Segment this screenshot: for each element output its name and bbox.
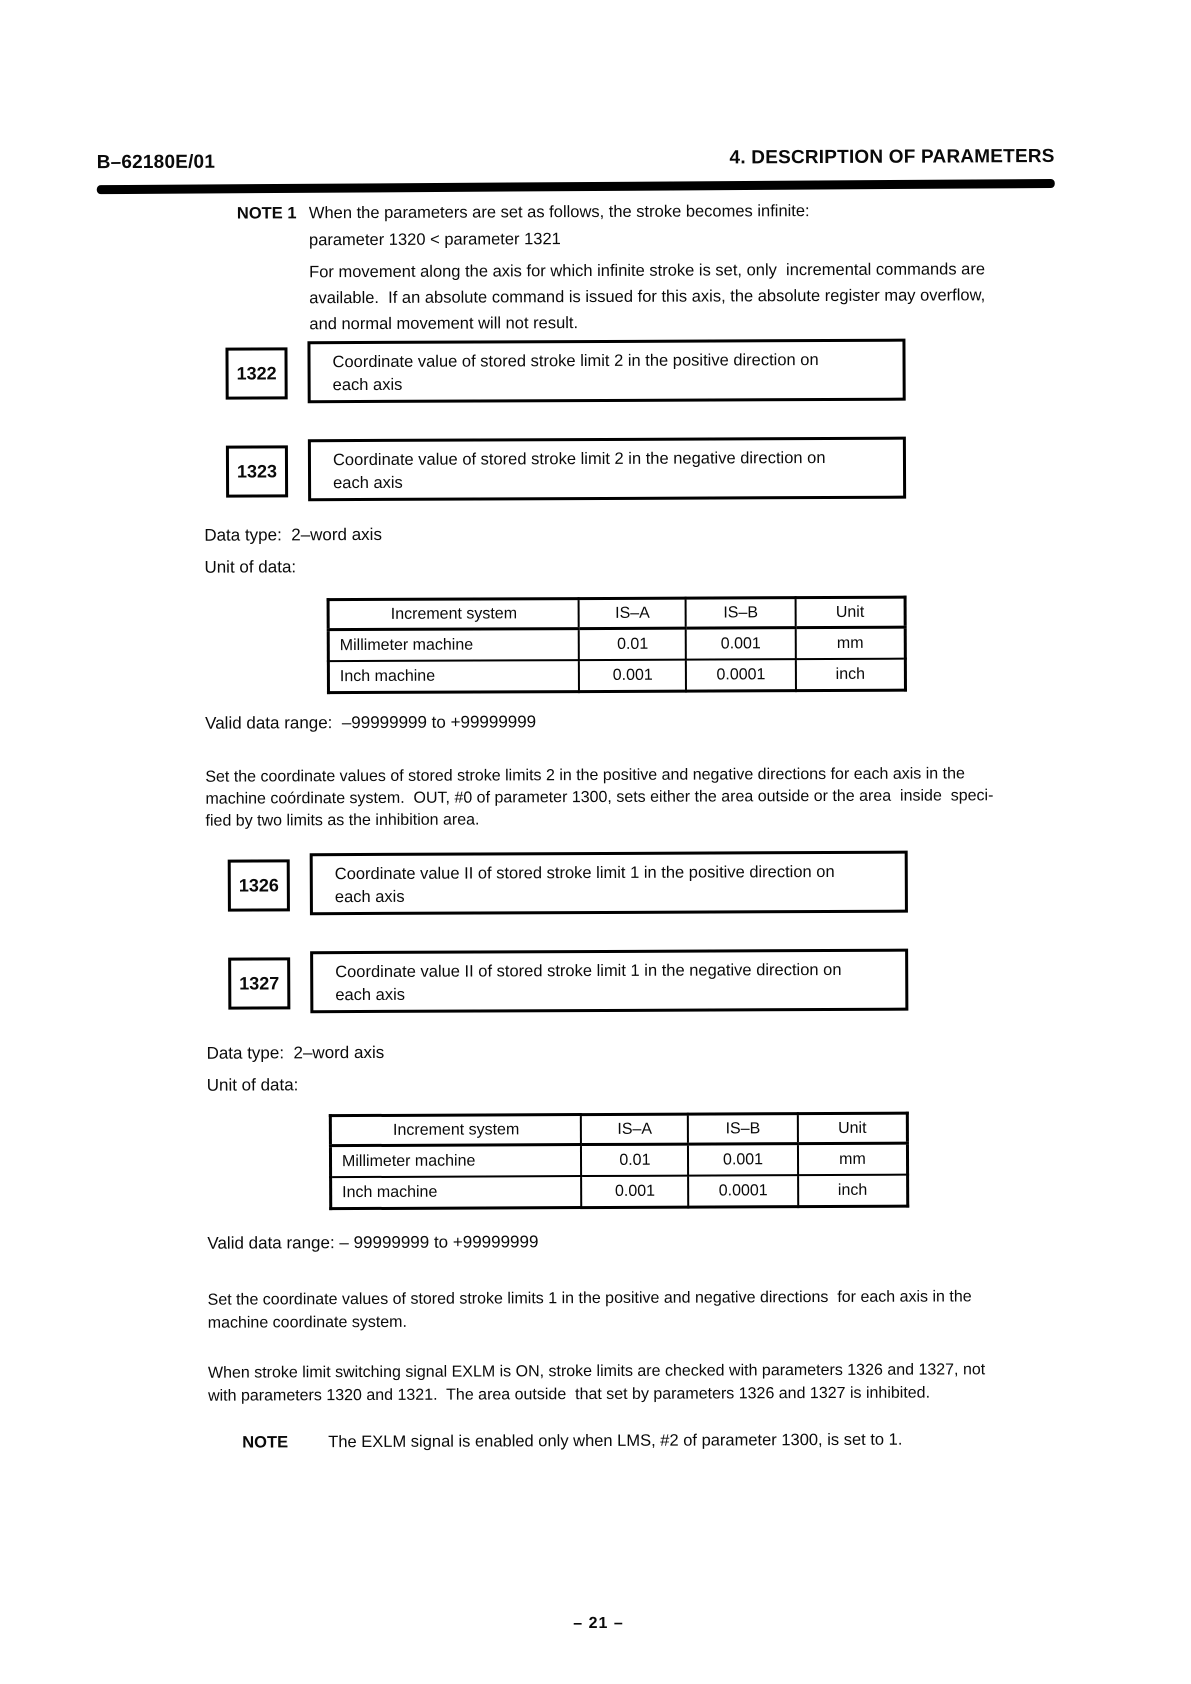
col-header-unit: Unit <box>795 597 905 627</box>
col-header-is-a: IS–A <box>581 1114 688 1144</box>
col-header-is-a: IS–A <box>579 598 686 628</box>
col-header-unit: Unit <box>798 1113 908 1143</box>
col-header-increment-system: Increment system <box>328 599 579 630</box>
param-desc-line: Coordinate value of stored stroke limit 2 in the negative direction on <box>332 448 826 470</box>
cell-is-a-value: 0.001 <box>582 1176 689 1208</box>
table-row <box>328 659 905 693</box>
doc-id: B–62180E/01 <box>96 151 216 174</box>
param-desc-1322 <box>307 339 905 404</box>
note1-line1: When the parameters are set as follows, the stroke becomes infinite: <box>308 202 810 223</box>
unit-of-data-label-1: Unit of data: <box>204 557 297 577</box>
valid-data-range-2: Valid data range: – 99999999 to +99999999 <box>207 1232 539 1253</box>
param-desc-1323 <box>308 437 906 502</box>
unit-of-data-label-2: Unit of data: <box>206 1075 299 1095</box>
table-row <box>328 627 905 661</box>
cell-unit-value: mm <box>796 627 906 659</box>
param-desc-1326 <box>310 851 908 916</box>
unit-table-2 <box>329 1112 909 1211</box>
header-rule <box>97 179 1055 194</box>
note1-para-line: For movement along the axis for which infinite stroke is set, only incremental commands are <box>309 260 986 282</box>
param-number-1326: 1326 <box>228 859 290 911</box>
param-desc-line: each axis <box>333 473 403 493</box>
note1-paragraph <box>309 256 985 337</box>
param-number-1323: 1323 <box>226 445 288 497</box>
data-type-label-1: Data type: 2–word axis <box>204 524 382 545</box>
cell-machine-type: Inch machine <box>331 1176 582 1209</box>
cell-unit-value: mm <box>798 1143 908 1175</box>
paragraph-line: machine coórdinate system. OUT, #0 of parameter 1300, sets either the area outside or the area inside speci- <box>205 787 994 808</box>
cell-unit-value: inch <box>798 1175 908 1207</box>
param-desc-1327 <box>310 949 908 1014</box>
cell-is-b-value: 0.001 <box>686 628 796 660</box>
table-header-row <box>330 1113 907 1146</box>
stroke-limit-1-paragraph <box>208 1285 972 1334</box>
paragraph-line: fied by two limits as the inhibition area. <box>205 811 480 830</box>
cell-is-b-value: 0.0001 <box>686 659 796 691</box>
cell-is-b-value: 0.0001 <box>688 1175 798 1207</box>
col-header-increment-system: Increment system <box>330 1115 581 1146</box>
paragraph-line: with parameters 1320 and 1321. The area outside that set by parameters 1326 and 1327 is inhibited. <box>208 1384 931 1405</box>
note2-text: The EXLM signal is enabled only when LMS, #2 of parameter 1300, is set to 1. <box>328 1430 903 1452</box>
param-desc-line: each axis <box>335 985 406 1005</box>
note1-para-line: available. If an absolute command is issued for this axis, the absolute register may overflow, <box>309 286 986 308</box>
cell-machine-type: Inch machine <box>328 660 579 693</box>
data-type-label-2: Data type: 2–word axis <box>206 1042 385 1063</box>
paragraph-line: Set the coordinate values of stored stroke limits 2 in the positive and negative directions for each axis in the <box>205 765 965 786</box>
note1-para-line: and normal movement will not result. <box>309 314 579 334</box>
col-header-is-b: IS–B <box>688 1114 798 1144</box>
param-desc-line: each axis <box>334 887 405 907</box>
param-number-1327: 1327 <box>228 957 290 1009</box>
note1-label: NOTE 1 <box>236 204 297 223</box>
table-header-row <box>328 597 905 630</box>
param-desc-line: Coordinate value II of stored stroke limit 1 in the positive direction on <box>334 862 835 884</box>
exlm-signal-paragraph <box>208 1358 985 1407</box>
param-desc-line: Coordinate value II of stored stroke limit 1 in the negative direction on <box>335 960 842 982</box>
param-desc-line: each axis <box>332 375 403 395</box>
cell-is-a-value: 0.01 <box>581 1144 688 1176</box>
paragraph-line: machine coordinate system. <box>207 1313 407 1332</box>
cell-machine-type: Millimeter machine <box>330 1145 581 1178</box>
valid-data-range-1: Valid data range: –99999999 to +99999999 <box>205 712 537 733</box>
page-number: – 21 – <box>573 1614 624 1633</box>
cell-unit-value: inch <box>796 659 906 691</box>
paragraph-line: When stroke limit switching signal EXLM is ON, stroke limits are checked with parameters 1326 and 1327, not <box>207 1361 986 1382</box>
cell-is-a-value: 0.001 <box>579 660 686 692</box>
paragraph-line: Set the coordinate values of stored stroke limits 1 in the positive and negative directions for each axis in the <box>207 1288 972 1309</box>
param-desc-line: Coordinate value of stored stroke limit 2 in the positive direction on <box>332 351 819 372</box>
cell-is-b-value: 0.001 <box>688 1144 798 1176</box>
table-row <box>330 1143 907 1177</box>
cell-machine-type: Millimeter machine <box>328 629 579 662</box>
param-number-1322: 1322 <box>225 347 287 399</box>
unit-table-1 <box>327 596 907 695</box>
stroke-limit-2-paragraph <box>205 763 993 832</box>
note1-line2: parameter 1320 < parameter 1321 <box>308 230 561 250</box>
table-row <box>331 1175 908 1209</box>
chapter-title: 4. DESCRIPTION OF PARAMETERS <box>729 145 1055 169</box>
col-header-is-b: IS–B <box>686 598 796 628</box>
cell-is-a-value: 0.01 <box>579 628 686 660</box>
note2-label: NOTE <box>242 1433 289 1452</box>
